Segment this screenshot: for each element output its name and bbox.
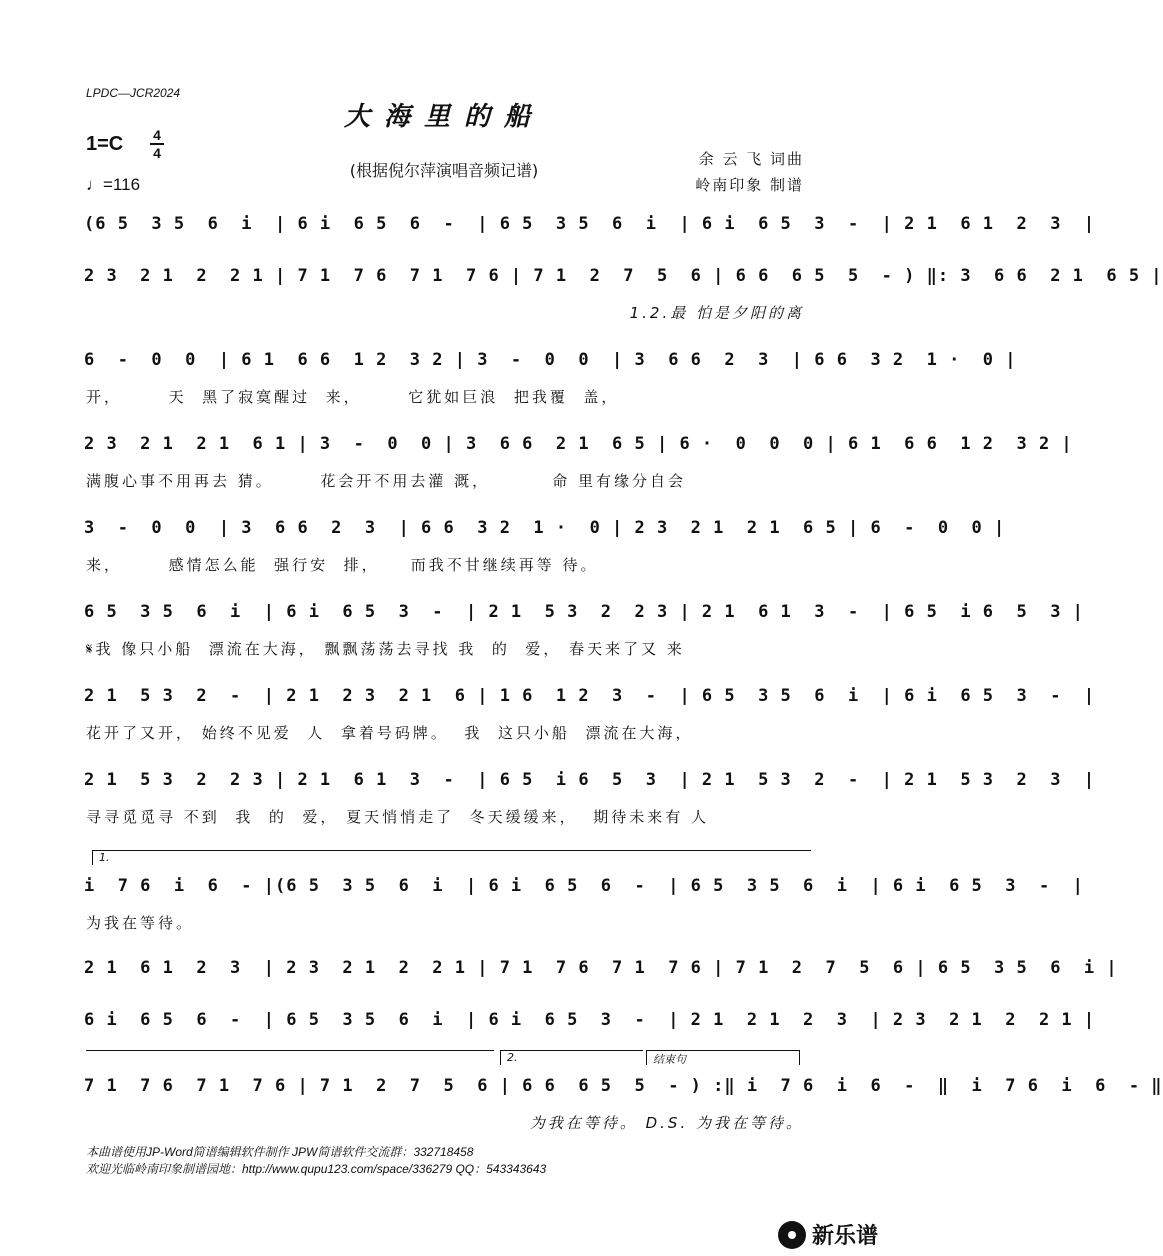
notation-line: 2 3 2 1 2 2 1 | 7 1 7 6 7 1 7 6 | 7 1 2 7 5 6 | 6 6 6 5 5 - ) ‖: 3 6 6 2 1 6 5 | — [84, 266, 1163, 286]
volta-bracket-1: 1. — [92, 850, 811, 865]
footer-line-2: 欢迎光临岭南印象制谱园地：http://www.qupu123.com/space/336279 QQ：543343643 — [86, 1162, 547, 1176]
staff-line — [84, 214, 1096, 254]
staff-line — [84, 686, 1096, 726]
staff-line — [84, 770, 1096, 810]
lyric-line: 来， 感情怎么能 强行安 排， 而我不甘继续再等 待。 — [86, 556, 599, 574]
staff-line — [84, 602, 1084, 642]
notation-line: 2 3 2 1 2 1 6 1 | 3 - 0 0 | 3 6 6 2 1 6 5 | 6 · 0 0 0 | 6 1 6 6 1 2 3 2 | — [84, 434, 1073, 454]
lyric-line: 为我在等待。 — [86, 914, 195, 932]
staff-line — [84, 350, 1017, 390]
staff-line — [84, 266, 1163, 306]
notation-line: 6 i 6 5 6 - | 6 5 3 5 6 i | 6 i 6 5 3 - | 2 1 2 1 2 3 | 2 3 2 1 2 2 1 | — [84, 1010, 1096, 1030]
subtitle: (根据倪尔萍演唱音频记谱) — [349, 161, 539, 180]
lyric-line: 满腹心事不用再去 猜。 花会开不用去灌 溉， 命 里有缘分自会 — [86, 472, 687, 490]
arranger-credit: 岭南印象 制谱 — [695, 176, 804, 194]
lyric-line: 寻寻觅觅寻 不到 我 的 爱， 夏天悄悄走了 冬天缓缓来， 期待未来有 人 — [86, 808, 709, 826]
lyric-line: 为我在等待。 D.S. 为我在等待。 — [529, 1114, 804, 1132]
notation-line: i 7 6 i 6 - |(6 5 3 5 6 i | 6 i 6 5 6 - | 6 5 3 5 6 i | 6 i 6 5 3 - | — [84, 876, 1084, 896]
meter-bottom: 4 — [153, 145, 161, 161]
notation-line: 2 1 5 3 2 - | 2 1 2 3 2 1 6 | 1 6 1 2 3 - | 6 5 3 5 6 i | 6 i 6 5 3 - | — [84, 686, 1096, 706]
score-code: LPDC—JCR2024 — [86, 86, 181, 100]
notation-line: (6 5 3 5 6 i | 6 i 6 5 6 - | 6 5 3 5 6 i | 6 i 6 5 3 - | 2 1 6 1 2 3 | — [84, 214, 1096, 234]
footer-line-1: 本曲谱使用JP-Word简谱编辑软件制作 JPW简谱软件交流群：332718458 — [86, 1145, 474, 1159]
meter-top: 4 — [153, 127, 161, 143]
lyric-line: 花开了又开， 始终不见爱 人 拿着号码牌。 我 这只小船 漂流在大海， — [86, 724, 694, 742]
coda-bracket: 结束句 — [646, 1050, 800, 1065]
time-signature — [150, 128, 164, 160]
staff-line — [84, 876, 1084, 916]
staff-line — [84, 434, 1073, 474]
lyric-line: 开， 天 黑了寂寞醒过 来， 它犹如巨浪 把我覆 盖， — [86, 388, 620, 406]
notation-line: 7 1 7 6 7 1 7 6 | 7 1 2 7 5 6 | 6 6 6 5 5 - ) :‖ i 7 6 i 6 - ‖ i 7 6 i 6 - ‖ — [84, 1076, 1163, 1096]
lyric-line: 𝄋我 像只小船 漂流在大海， 飘飘荡荡去寻找 我 的 爱， 春天来了又 来 — [86, 640, 685, 658]
notation-line: 6 - 0 0 | 6 1 6 6 1 2 3 2 | 3 - 0 0 | 3 6 6 2 3 | 6 6 3 2 1 · 0 | — [84, 350, 1017, 370]
key-signature: 1=C — [86, 133, 124, 155]
site-logo — [778, 1219, 878, 1250]
first-ending-continuation — [86, 1050, 494, 1051]
logo-text: 新乐谱 — [811, 1224, 878, 1249]
lyric-line: 1.2.最 怕是夕阳的离 — [629, 304, 804, 322]
notation-line: 2 1 5 3 2 2 3 | 2 1 6 1 3 - | 6 5 i 6 5 3 | 2 1 5 3 2 - | 2 1 5 3 2 3 | — [84, 770, 1096, 790]
staff-line — [84, 1076, 1163, 1116]
record-disc-icon — [778, 1221, 806, 1249]
composer-credit: 余 云 飞 词曲 — [698, 150, 804, 168]
staff-line — [84, 1010, 1096, 1050]
volta-bracket-2: 2. — [500, 1050, 643, 1065]
notation-line: 2 1 6 1 2 3 | 2 3 2 1 2 2 1 | 7 1 7 6 7 1 7 6 | 7 1 2 7 5 6 | 6 5 3 5 6 i | — [84, 958, 1118, 978]
notation-line: 3 - 0 0 | 3 6 6 2 3 | 6 6 3 2 1 · 0 | 2 3 2 1 2 1 6 5 | 6 - 0 0 | — [84, 518, 1006, 538]
tempo-marking: ♩=116 — [86, 175, 141, 194]
staff-line — [84, 958, 1118, 998]
staff-line — [84, 518, 1006, 558]
page-title: 大海里的船 — [343, 102, 544, 132]
notation-line: 6 5 3 5 6 i | 6 i 6 5 3 - | 2 1 5 3 2 2 3 | 2 1 6 1 3 - | 6 5 i 6 5 3 | — [84, 602, 1084, 622]
